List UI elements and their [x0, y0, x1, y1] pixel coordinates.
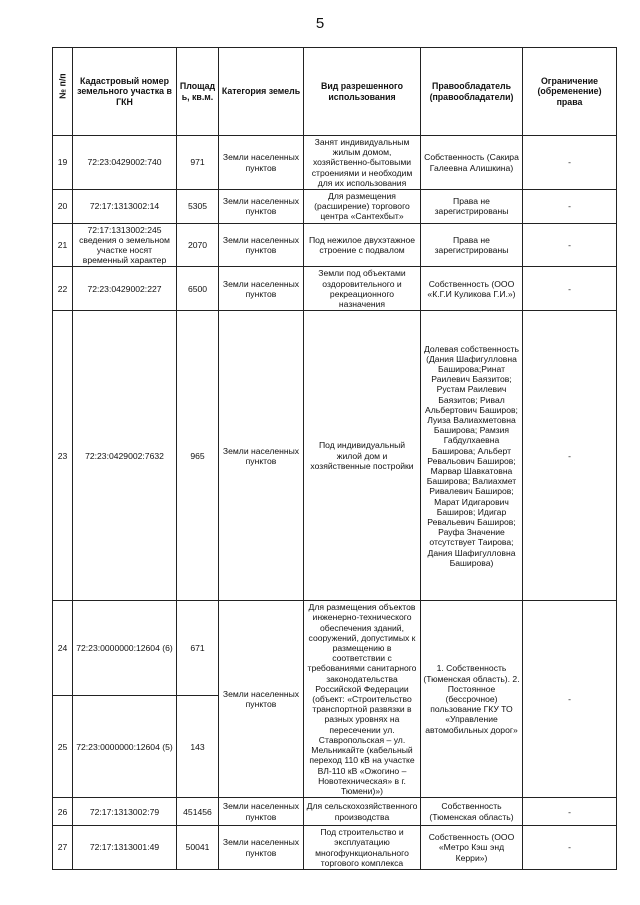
land-category: Земли населенных пунктов: [219, 601, 304, 798]
land-category: Земли населенных пунктов: [219, 267, 304, 311]
area-value: 2070: [177, 223, 219, 267]
land-category: Земли населенных пунктов: [219, 190, 304, 224]
row-number: 27: [53, 826, 73, 870]
permitted-use: Для размещения объектов инженерно-технического обеспечения зданий, сооружений, допустимых к размещению в соответствии с требованиями санитарного законодательства Российской Федерации (объект: «Строительство транспортной развязки в разных уровнях на пересечении ул. Ставропольская – ул. Мельникайте (кабельный переход 110 кВ на участке ВЛ-110 кВ «Ожогино – Новотехническая» в г. Тюмени)»): [304, 601, 421, 798]
right-holder: Права не зарегистрированы: [421, 223, 523, 267]
cadastral-number: 72:23:0429002:740: [73, 136, 177, 190]
table-row: [53, 798, 617, 826]
header-area: Площадь, кв.м.: [177, 48, 219, 136]
restriction: -: [523, 223, 617, 267]
land-category: Земли населенных пунктов: [219, 798, 304, 826]
restriction: -: [523, 190, 617, 224]
right-holder: Собственность (ООО «Метро Кэш энд Керри»): [421, 826, 523, 870]
table-row: [53, 826, 617, 870]
area-value: 671: [177, 601, 219, 696]
area-value: 143: [177, 696, 219, 798]
row-number: 25: [53, 696, 73, 798]
table-row: [53, 190, 617, 224]
permitted-use: Под строительство и эксплуатацию многофункционального торгового комплекса: [304, 826, 421, 870]
cadastral-number: 72:23:0000000:12604 (5): [73, 696, 177, 798]
page-number: 5: [315, 15, 325, 32]
restriction: -: [523, 601, 617, 798]
cadastral-number: 72:23:0429002:227: [73, 267, 177, 311]
header-restriction: Ограничение (обременение) права: [523, 48, 617, 136]
right-holder: Собственность (Тюменская область): [421, 798, 523, 826]
table-row: [53, 267, 617, 311]
row-number: 24: [53, 601, 73, 696]
permitted-use: Под нежилое двухэтажное строение с подвалом: [304, 223, 421, 267]
header-num: № п/п: [53, 48, 73, 136]
row-number: 19: [53, 136, 73, 190]
land-category: Земли населенных пунктов: [219, 223, 304, 267]
cadastral-number: 72:23:0429002:7632: [73, 311, 177, 601]
restriction: -: [523, 798, 617, 826]
permitted-use: Земли под объектами оздоровительного и рекреационного назначения: [304, 267, 421, 311]
right-holder: Собственность (ООО «К.Г.И Куликова Г.И.»): [421, 267, 523, 311]
land-category: Земли населенных пунктов: [219, 136, 304, 190]
restriction: -: [523, 136, 617, 190]
permitted-use: Занят индивидуальным жилым домом, хозяйственно-бытовыми строениями и необходим для их использования: [304, 136, 421, 190]
area-value: 5305: [177, 190, 219, 224]
area-value: 6500: [177, 267, 219, 311]
permitted-use: Для сельскохозяйственного производства: [304, 798, 421, 826]
restriction: -: [523, 311, 617, 601]
right-holder: Долевая собственность (Дания Шафигулловна Баширова;Ринат Раилевич Баязитов; Рустам Раилевич Баязитов; Ривал Альбертович Баширов; Луиза Валиахметовна Баширова; Рамзия Габдулхаевна Баширова; Альберт Ревальович Баширов; Марвар Шавкатовна Баширова; Валиахмет Ривалевич Баширов; Марат Идигарович Баширов; Идигар Ревальевич Баширов; Рауфа Значение отсутствует Таирова; Дания Шафигулловна Баширова): [421, 311, 523, 601]
row-number: 21: [53, 223, 73, 267]
header-cadastral: Кадастровый номер земельного участка в ГКН: [73, 48, 177, 136]
area-value: 451456: [177, 798, 219, 826]
restriction: -: [523, 826, 617, 870]
area-value: 50041: [177, 826, 219, 870]
row-number: 23: [53, 311, 73, 601]
header-category: Категория земель: [219, 48, 304, 136]
header-owner: Правообладатель (правообладатели): [421, 48, 523, 136]
cadastral-number: 72:17:1313002:79: [73, 798, 177, 826]
cadastral-number: 72:17:1313001:49: [73, 826, 177, 870]
permitted-use: Под индивидуальный жилой дом и хозяйственные постройки: [304, 311, 421, 601]
table-header-row: [53, 48, 617, 136]
land-category: Земли населенных пунктов: [219, 311, 304, 601]
permitted-use: Для размещения (расширение) торгового центра «Сантехбыт»: [304, 190, 421, 224]
row-number: 20: [53, 190, 73, 224]
area-value: 965: [177, 311, 219, 601]
table-row: [53, 223, 617, 267]
cadastral-number: 72:17:1313002:14: [73, 190, 177, 224]
area-value: 971: [177, 136, 219, 190]
header-use: Вид разрешенного использования: [304, 48, 421, 136]
right-holder: 1. Собственность (Тюменская область). 2. Постоянное (бессрочное) пользование ГКУ ТО «Управление автомобильных дорог»: [421, 601, 523, 798]
row-number: 26: [53, 798, 73, 826]
table-row: [53, 136, 617, 190]
table-row: [53, 311, 617, 601]
cadastral-number: 72:17:1313002:245 сведения о земельном участке носят временный характер: [73, 223, 177, 267]
right-holder: Права не зарегистрированы: [421, 190, 523, 224]
row-number: 22: [53, 267, 73, 311]
right-holder: Собственность (Сакира Галеевна Алишкина): [421, 136, 523, 190]
land-plots-table: [52, 47, 617, 870]
restriction: -: [523, 267, 617, 311]
cadastral-number: 72:23:0000000:12604 (6): [73, 601, 177, 696]
land-category: Земли населенных пунктов: [219, 826, 304, 870]
table-row: [53, 601, 617, 696]
